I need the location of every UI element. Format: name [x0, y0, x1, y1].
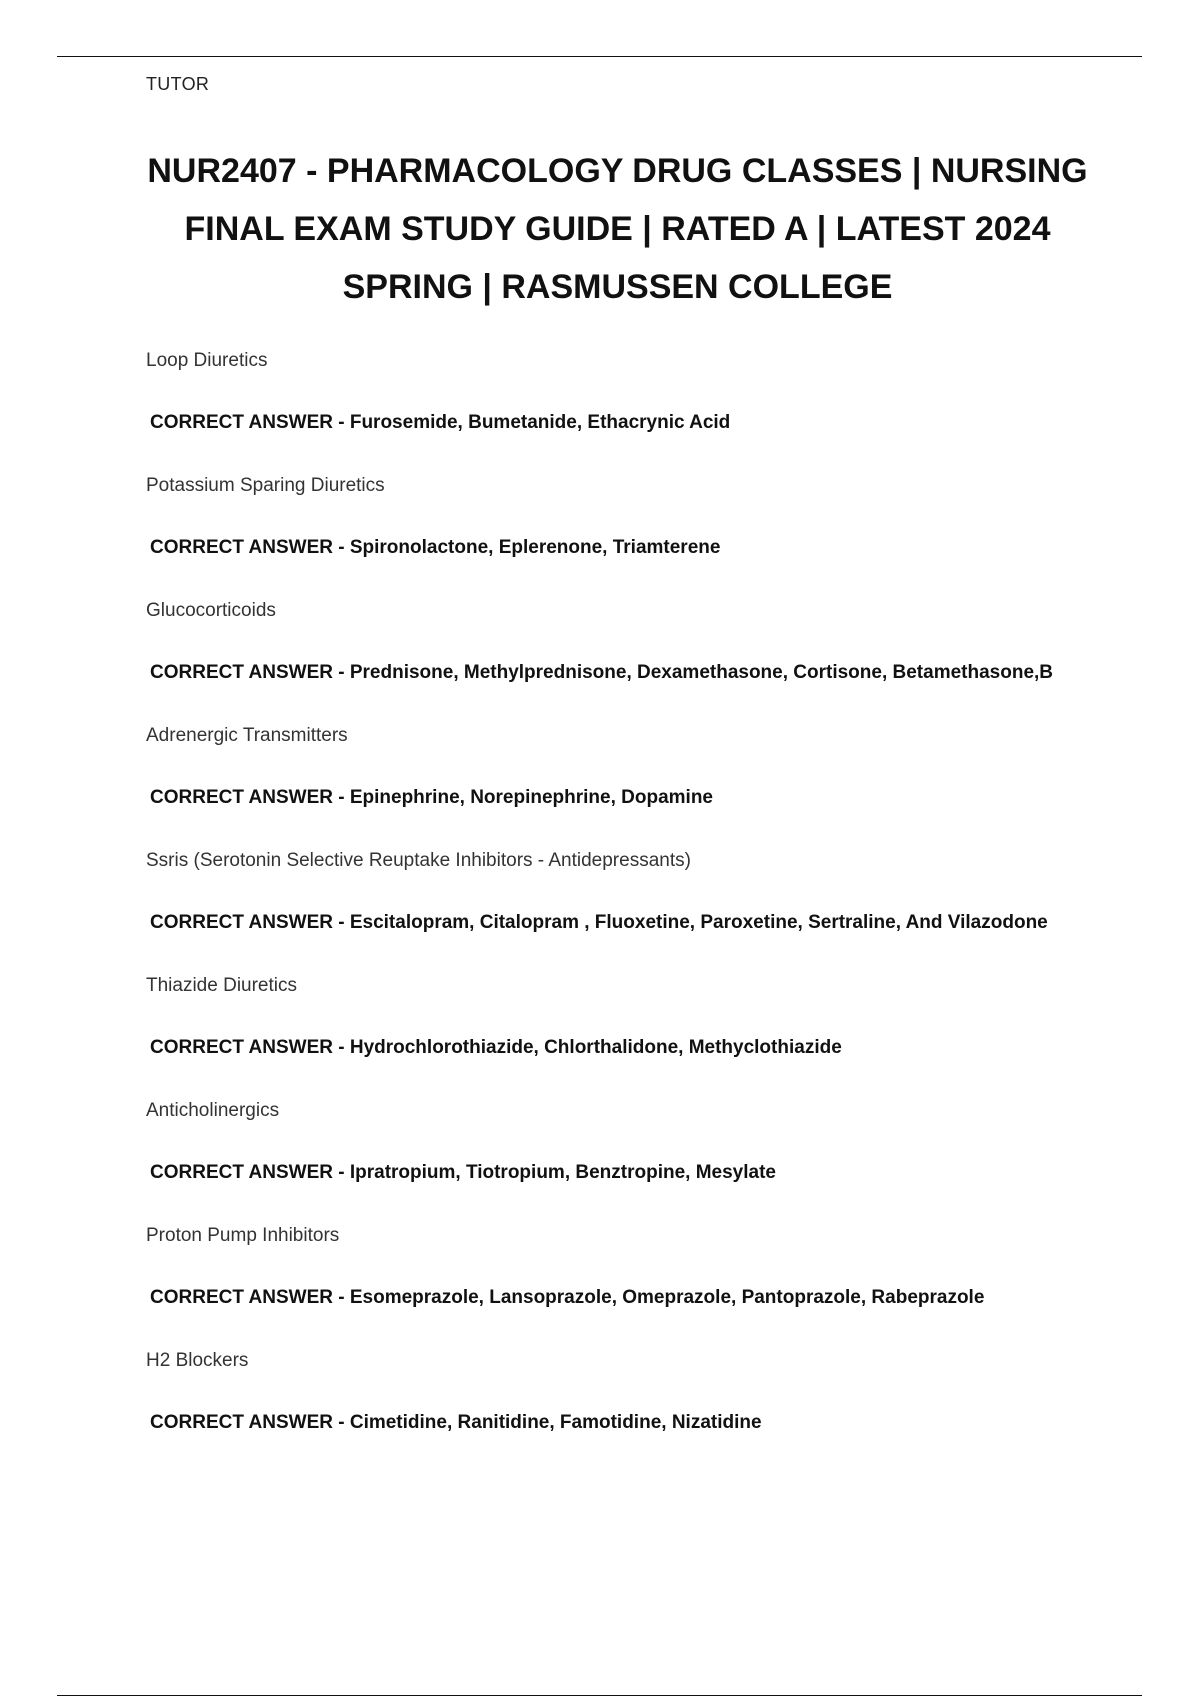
qa-item-ssris: [146, 846, 1146, 971]
document-title: NUR2407 - PHARMACOLOGY DRUG CLASSES | NURSING FINAL EXAM STUDY GUIDE | RATED A | LATEST 2024 SPRING | RASMUSSEN COLLEGE: [147, 152, 1088, 306]
top-rule: [57, 56, 1142, 57]
qa-item-loop-diuretics: [146, 346, 1146, 471]
question-text: Glucocorticoids: [146, 600, 276, 621]
question-text: Thiazide Diuretics: [146, 975, 297, 996]
qa-item-proton-pump-inhibitors: [146, 1221, 1146, 1346]
answer-text: CORRECT ANSWER - Ipratropium, Tiotropium, Benztropine, Mesylate: [150, 1162, 776, 1183]
question-text: Anticholinergics: [146, 1100, 280, 1121]
question-text: Potassium Sparing Diuretics: [146, 475, 385, 496]
question-text: Proton Pump Inhibitors: [146, 1225, 340, 1246]
question-text: Ssris (Serotonin Selective Reuptake Inhibitors - Antidepressants): [146, 850, 691, 871]
answer-text: CORRECT ANSWER - Epinephrine, Norepinephrine, Dopamine: [150, 787, 713, 808]
qa-item-glucocorticoids: [146, 596, 1146, 721]
header-label: TUTOR: [146, 74, 210, 94]
answer-text: CORRECT ANSWER - Spironolactone, Eplerenone, Triamterene: [150, 537, 721, 558]
qa-item-h2-blockers: [146, 1346, 1146, 1471]
question-text: Adrenergic Transmitters: [146, 725, 348, 746]
qa-item-thiazide-diuretics: [146, 971, 1146, 1096]
qa-list: [146, 346, 1146, 1471]
qa-item-anticholinergics: [146, 1096, 1146, 1221]
answer-text: CORRECT ANSWER - Cimetidine, Ranitidine, Famotidine, Nizatidine: [150, 1412, 762, 1433]
question-text: Loop Diuretics: [146, 350, 268, 371]
qa-item-potassium-sparing-diuretics: [146, 471, 1146, 596]
answer-text: CORRECT ANSWER - Esomeprazole, Lansoprazole, Omeprazole, Pantoprazole, Rabeprazole: [150, 1287, 985, 1308]
answer-text: CORRECT ANSWER - Hydrochlorothiazide, Chlorthalidone, Methyclothiazide: [150, 1037, 842, 1058]
answer-text: CORRECT ANSWER - Escitalopram, Citalopram , Fluoxetine, Paroxetine, Sertraline, And Vilazodone: [150, 912, 1048, 933]
answer-text: CORRECT ANSWER - Prednisone, Methylprednisone, Dexamethasone, Cortisone, Betamethasone,B: [150, 662, 1054, 683]
answer-text: CORRECT ANSWER - Furosemide, Bumetanide, Ethacrynic Acid: [150, 412, 731, 433]
question-text: H2 Blockers: [146, 1350, 249, 1371]
qa-item-adrenergic-transmitters: [146, 721, 1146, 846]
bottom-rule: [57, 1695, 1142, 1696]
